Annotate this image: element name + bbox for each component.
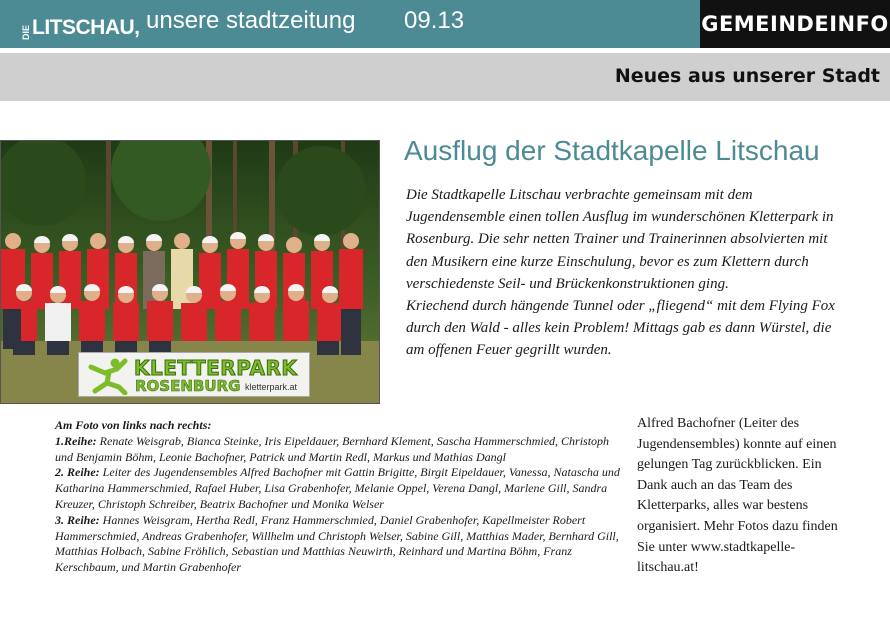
badge-brand: KLETTERPARK xyxy=(134,356,298,380)
article-headline: Ausflug der Stadtkapelle Litschau xyxy=(404,135,820,166)
masthead-bar xyxy=(0,0,700,48)
row-2-label: 2. Reihe: xyxy=(55,465,100,480)
row-1-names: Renate Weisgrab, Bianca Steinke, Iris Eipeldauer, Bernhard Klement, Sascha Hammerschmied, Christoph und Benjamin Böhm, Leonie Bachofner, Patrick und Martin Redl, Markus und Mathias Dangl xyxy=(55,433,610,464)
caption-row-2 xyxy=(55,465,625,512)
subsection-title: Neues aus unserer Stadt xyxy=(614,65,880,87)
row-1-label: 1.Reihe: xyxy=(55,433,97,448)
badge-url: kletterpark.at xyxy=(245,382,298,392)
row-3-label: 3. Reihe: xyxy=(55,512,100,527)
row-3-names: Hannes Weisgram, Hertha Redl, Franz Hammerschmied, Daniel Grabenhofer, Kapellmeister Robert Hammerschmied, Andreas Grabenhofer, Willhelm und Christoph Welser, Sabine Gill, Matthias Mader, Bernhard Gill, Matthias Holbach, Sabine Fröhlich, Sebastian und Matthias Neuwirth, Reinhard und Martina Böhm, Franz Kerschbaum, und Martin Grabenhofer xyxy=(55,512,619,575)
caption-row-1 xyxy=(55,434,625,466)
logo-name: LITSCHAU, xyxy=(32,16,140,39)
lead-paragraph-2: Kriechend durch hängende Tunnel oder „fliegend“ mit dem Flying Fox durch den Wald - alles kein Problem! Mittags gab es dann Würstel, die am offenen Feuer gegrillt wurden. xyxy=(406,298,835,359)
tagline: unsere stadtzeitung xyxy=(146,7,356,34)
newspaper-logo xyxy=(22,10,140,40)
caption-row-3 xyxy=(55,513,625,576)
subsection-bar xyxy=(0,53,890,101)
logo-prefix: DIE xyxy=(21,24,31,40)
climber-icon xyxy=(85,357,131,395)
lead-paragraph-1: Die Stadtkapelle Litschau verbrachte gemeinsam mit dem Jugendensemble einen tollen Ausflug im wunderschönen Kletterpark in Rosenburg. Die sehr netten Trainer und Trainerinnen absolvierten mit den Musikern eine kurze Einschulung, bevor es zum Klettern durch verschiedenste Seil- und Brückenkonstruktionen ging. xyxy=(406,187,834,292)
kletterpark-logo xyxy=(78,352,310,397)
row-2-names: Leiter des Jugendensembles Alfred Bachofner mit Gattin Brigitte, Birgit Eipeldauer, Vanessa, Natascha und Katharina Hammerschmied, Rafael Huber, Lisa Grabenhofer, Melanie Oppel, Verena Dangl, Marlene Gill, Sandra Kreuzer, Christoph Schreiber, Beatrix Bachofner und Monika Welser xyxy=(55,465,620,511)
issue-number: 09.13 xyxy=(404,7,465,34)
badge-place: ROSENBURG xyxy=(135,377,241,395)
group-photo xyxy=(0,140,380,404)
closing-note: Alfred Bachofner (Leiter des Jugendensembles) konnte auf einen gelungen Tag zurückblicken. Ein Dank auch an das Team des Kletterparks, alles war bestens organisiert. Mehr Fotos dazu finden Sie unter www.stadtkapelle-litschau.at! xyxy=(637,416,838,576)
article-lead xyxy=(406,184,838,362)
photo-caption xyxy=(55,418,625,576)
caption-intro: Am Foto von links nach rechts: xyxy=(55,418,212,432)
section-label: GEMEINDEINFO xyxy=(700,0,890,48)
